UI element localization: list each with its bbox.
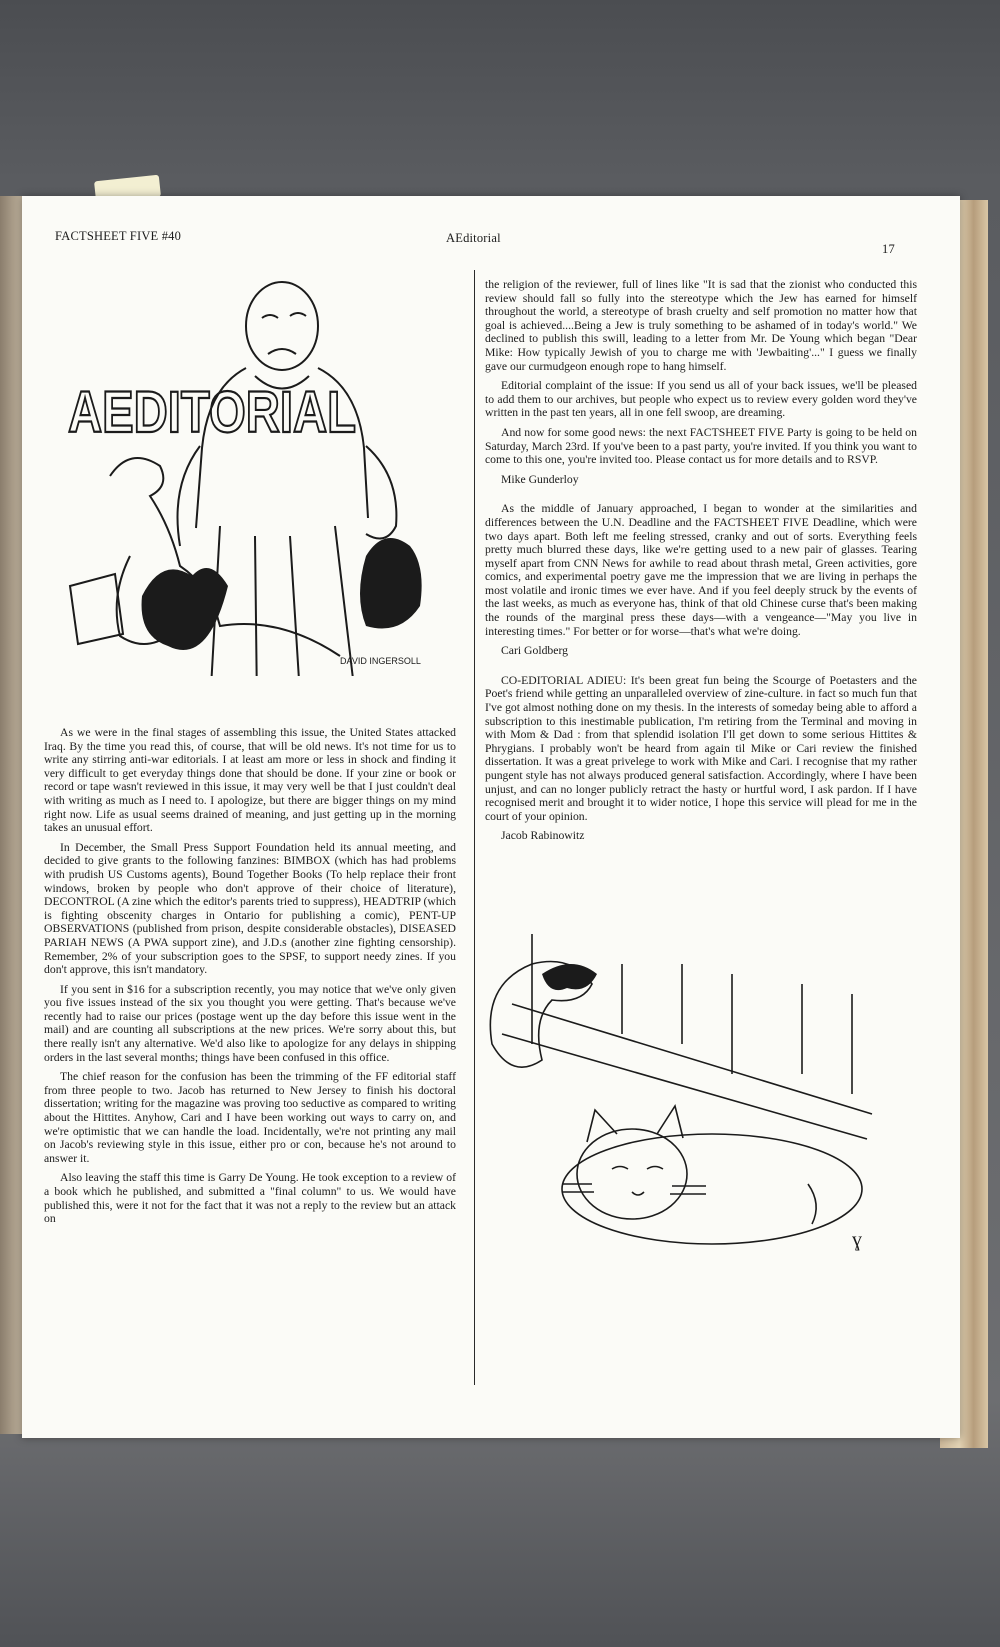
running-header-title: FACTSHEET FIVE #40 bbox=[55, 229, 182, 243]
paragraph: Also leaving the staff this time is Garry De Young. He took exception to a review of a book which he published, and submitted a "final column" to us. We would have published this, were it not for the fact that it was not a reply to the review but an attack on bbox=[44, 1171, 456, 1226]
cat-illustration bbox=[472, 924, 912, 1264]
paragraph: Editorial complaint of the issue: If you send us all of your back issues, we'll be pleased to add them to our archives, but people who expect us to review every golden word they've written in the past ten years, all in one fell swoop, are dreaming. bbox=[485, 379, 917, 420]
paragraph: As the middle of January approached, I began to wonder at the similarities and differences between the U.N. Deadline and the FACTSHEET FIVE Deadline, which were two days apart. Both left me feeling stressed, cranky and out of sorts. Everything feels pretty much blurred these days, like we're getting used to a new pair of glasses. Tearing myself apart from CNN News for awhile to read about thrash metal, Green activities, gore comics, and experimental poetry gave me the impression that we are living in perhaps the most volatile and ironic times we ever have. And if you feel deeply struck by the events of the last weeks, as much as everyone has, think of that old Chinese curse that's been making the rounds of the marginal press these days—with a vengeance—"May you live in interesting times." For better or for worse—that's what we're doing. bbox=[485, 502, 917, 638]
signature-cari: Cari Goldberg bbox=[501, 644, 568, 658]
artist-mark-icon: ɣ bbox=[852, 1229, 862, 1251]
paragraph: the religion of the reviewer, full of lines like "It is sad that the zionist who conducted this review should fall so fully into the stereotype which the Jew has earned for himself throughout the world, a stereotype of brash cruelty and self promotion no matter how that goal is achieved....Being a Jew is truly something to be ashamed of in today's world." We declined to publish this swill, leading to a letter from Mr. De Young which began "Dear Mike: How typically Jewish of you to charge me with 'Jewbaiting'..." I guess we finally gave our curmudgeon enough rope to hang himself. bbox=[485, 278, 917, 373]
paragraph: As we were in the final stages of assembling this issue, the United States attacked Iraq. By the time you read this, of course, that will be old news. It's not time for us to write any stirring anti-war editorials. I at least am more or less in shock and finding it very difficult to get everyday things done that should be done. If your zine or book or record or tape wasn't reviewed in this issue, it may very well be that I just couldn't deal with writing as much as I need to. I apologize, but there are bigger things on my mind right now. Life as usual seems drained of meaning, and just getting up in the morning takes an unusual effort. bbox=[44, 726, 456, 835]
paragraph: CO-EDITORIAL ADIEU: It's been great fun being the Scourge of Poetasters and the Poet's friend while getting an unparalleled overview of zine-culture. in fact so much fun that I've got almost nothing done on my thesis. In the interests of someday being able to afford a subscription to this inestimable publication, I'm retiring from the Terminal and moving in with Mom & Dad : from that splendid isolation I'll get down to some serious Hittites & Phrygians. I probably won't be heard from again til Mike or Cari review the finished dissertation. It was a great privelege to work with Mike and Cari. I recognise that my rather pungent style has not always produced general satisfaction. Accordingly, where I have been unjust, and can no longer publicly retract the hasty or hurtful word, I ask pardon. If I have recognised merit and brought it to wider notice, I hope this service will plead for me in the court of your opinion. bbox=[485, 673, 917, 823]
signature-jacob: Jacob Rabinowitz bbox=[501, 829, 585, 843]
aeditorial-title-art: AEDITORIAL bbox=[68, 380, 356, 445]
illustrator-credit: DAVID INGERSOLL bbox=[340, 656, 421, 666]
paragraph: In December, the Small Press Support Foundation held its annual meeting, and decided to give grants to the following fanzines: BIMBOX (which has had problems with prudish US Customs agents), Bound Together Books (To help replace their front windows, broken by people who don't approve of their choice of literature), DECONTROL (A zine which the editor's parents tried to suppress), HEADTRIP (which is fighting obscenity charges in Ontario for publishing a comic), PENT-UP OBSERVATIONS (published from prison, despite considerable obstacles), DISEASED PARIAH NEWS (A PWA support zine), and J.D.s (another zine fighting censorship). Remember, 2% of your subscription goes to the SPSF, to support needy zines. If you don't approve, this isn't mandatory. bbox=[44, 840, 456, 977]
left-column bbox=[44, 726, 456, 1426]
paragraph: The chief reason for the confusion has been the trimming of the FF editorial staff from three people to two. Jacob has returned to New Jersey to finish his doctoral dissertation; writing for the magazine was proving too seductive as compared to writing about the Hittites. Anyhow, Cari and I have been working out ways to carry on, and we're optimistic that we can handle the load. Incidentally, we're not printing any mail on Jacob's reviewing style in this issue, either pro or con, because he's not around to answer it. bbox=[44, 1070, 456, 1165]
paragraph: If you sent in $16 for a subscription recently, you may notice that we've only given you five issues instead of the six you thought you were getting. That's because we've recently had to raise our prices (postage went up the day before this issue went in the mail) and are counting all subscriptions at the new prices. We're sorry about this, but there really isn't any alternative. We'd also like to apologize for any delays in shipping orders in the last several months; things have been confused in this office. bbox=[44, 982, 456, 1064]
signature-mike: Mike Gunderloy bbox=[501, 472, 579, 486]
magazine-page bbox=[22, 196, 960, 1438]
running-header-section: AEditorial bbox=[446, 231, 501, 245]
page-number: 17 bbox=[882, 242, 895, 256]
aeditorial-illustration bbox=[50, 256, 450, 676]
right-column bbox=[485, 278, 917, 923]
paragraph: And now for some good news: the next FACTSHEET FIVE Party is going to be held on Saturday, March 23rd. If you've been to a past party, you're invited. If you think you want to come to this one, you're invited too. Please contact us for more details and to RSVP. bbox=[485, 425, 917, 467]
